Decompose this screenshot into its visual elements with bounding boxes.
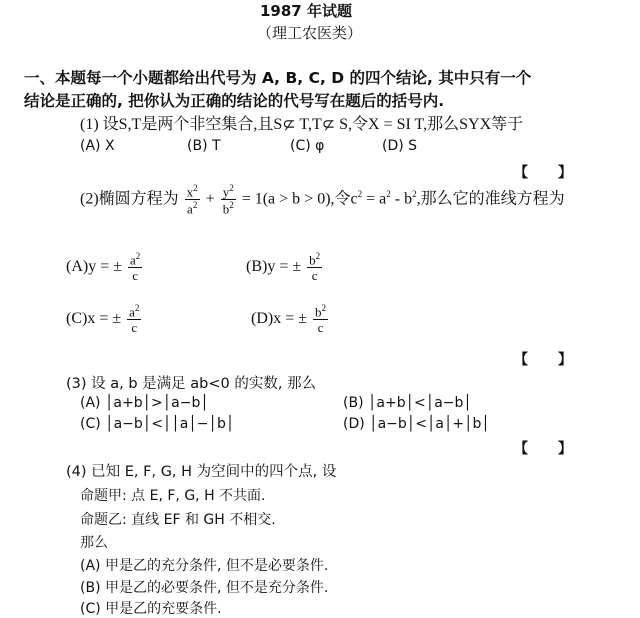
question-3-option-a: (A) │a+b│>│a−b│ [80,395,209,411]
question-3-option-b: (B) │a+b│<│a−b│ [343,395,472,411]
question-4-proposition-b: 命题乙: 直线 EF 和 GH 不相交. [80,512,276,528]
question-4-then: 那么 [80,535,108,551]
answer-bracket-left: 【 [514,165,528,181]
question-3-option-d: (D) │a−b│<│a│+│b│ [343,416,490,432]
question-2-option-b: (B)y = ± $\frac{b^2}{c}$ [246,251,321,284]
page-title: 1987 年试题 [260,2,352,20]
answer-bracket-left: 【 [514,441,528,457]
question-2-option-c: (C)x = ± $\frac{a^2}{c}$ [66,303,140,336]
question-1-option-a: (A) X [80,138,115,154]
question-4-proposition-a: 命题甲: 点 E, F, G, H 不共面. [80,488,266,504]
answer-bracket-left: 【 [514,352,528,368]
question-1-stem: (1) 设S,T是两个非空集合,且S⊂ T,T⊂ S,令X = SI T,那么SYX等于 [80,116,524,133]
question-4-option-b: (B) 甲是乙的必要条件, 但不是充分条件. [80,580,329,596]
question-3-option-c: (C) │a−b│<││a│−│b│ [80,416,235,432]
fraction-y2-b2: $\frac{y^2}{b^2}$ [222,183,234,217]
section-instruction-line1: 一、本题每一个小题都给出代号为 A, B, C, D 的四个结论, 其中只有一个 [24,69,532,87]
section-instruction-line2: 结论是正确的, 把你认为正确的结论的代号写在题后的括号内. [24,92,445,110]
not-subset-symbol: ⊂ [321,116,336,133]
answer-bracket-right: 】 [558,441,572,457]
question-1-option-b: (B) T [187,138,221,154]
question-1-option-d: (D) S [382,138,418,154]
question-4-stem: (4) 已知 E, F, G, H 为空间中的四个点, 设 [66,464,337,480]
question-1-option-c: (C) φ [290,138,325,154]
question-4-option-a: (A) 甲是乙的充分条件, 但不是必要条件. [80,558,329,574]
not-subset-symbol: ⊂ [282,116,296,133]
fraction-x2-a2: $\frac{x^2}{a^2}$ [186,183,198,217]
answer-bracket-right: 】 [558,352,572,368]
question-3-stem: (3) 设 a, b 是满足 ab<0 的实数, 那么 [66,376,317,392]
page-subtitle: （理工农医类） [257,24,363,42]
answer-bracket-right: 】 [558,165,572,181]
question-2-option-a: (A)y = ± $\frac{a^2}{c}$ [66,251,141,284]
question-2-stem: (2)椭圆方程为 $\frac{x^2}{a^2}$ + $\frac{y^2}{b^2}$ = 1(a > b > 0),令$c^2 = a^2 - b^2$,那么它的准线方程为 [80,183,565,217]
question-2-option-d: (D)x = ± $\frac{b^2}{c}$ [251,303,327,336]
question-4-option-c: (C) 甲是乙的充要条件. [80,601,222,617]
